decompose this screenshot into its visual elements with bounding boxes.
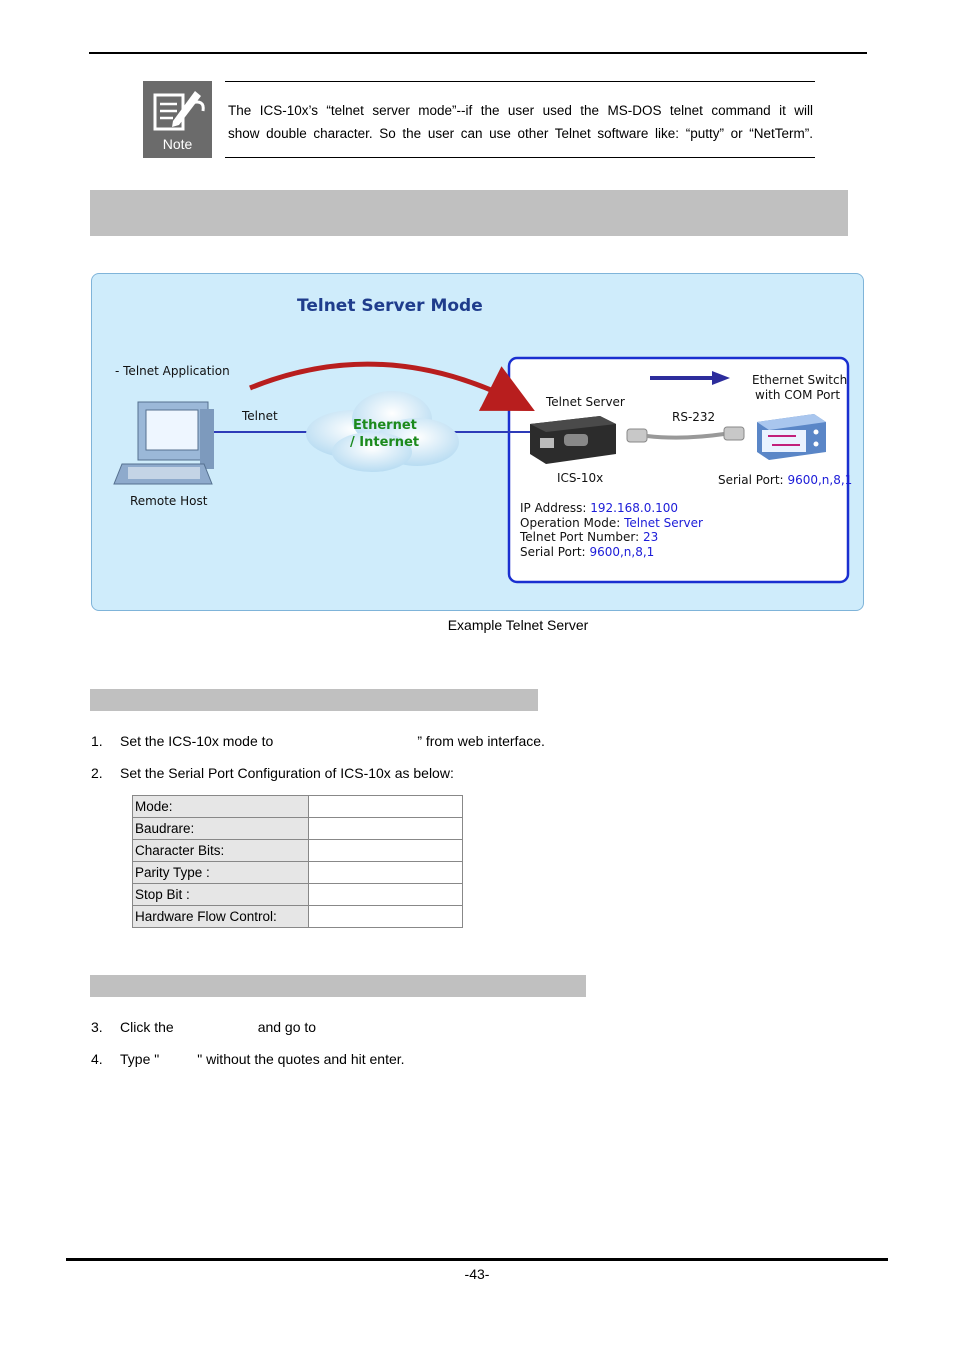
step-2-number: 2. xyxy=(91,765,103,781)
serial-config-table xyxy=(132,795,463,928)
diagram-graphics xyxy=(92,274,863,610)
info-ip-value: 192.168.0.100 xyxy=(590,501,679,515)
table-key: Mode: xyxy=(133,796,309,818)
info-mode-label: Operation Mode: xyxy=(520,516,621,530)
table-row xyxy=(133,906,463,928)
rs232-label: RS-232 xyxy=(672,410,716,424)
table-value xyxy=(309,906,463,928)
info-ip xyxy=(520,501,678,515)
switch-label-line1: Ethernet Switch xyxy=(752,373,848,387)
table-key: Baudrare: xyxy=(133,818,309,840)
switch-serial-port xyxy=(718,473,852,487)
table-row xyxy=(133,818,463,840)
table-key: Stop Bit : xyxy=(133,884,309,906)
subsection-bar-1 xyxy=(90,689,538,711)
info-port-value: 23 xyxy=(642,530,659,544)
note-rule-bottom xyxy=(225,157,815,158)
note-line-2: show double character. So the user can use other Telnet software like: “putty” or “NetTerm”. xyxy=(228,126,813,141)
section-heading-bar xyxy=(90,190,848,236)
info-serial xyxy=(520,545,654,559)
table-value xyxy=(309,884,463,906)
step-1-text-b: ” from web interface. xyxy=(417,733,545,749)
table-key: Character Bits: xyxy=(133,840,309,862)
table-value xyxy=(309,796,463,818)
page-number: -43- xyxy=(464,1266,490,1282)
step-3-text-a: Click the xyxy=(120,1019,174,1035)
table-key: Parity Type : xyxy=(133,862,309,884)
step-2 xyxy=(91,765,454,781)
switch-serial-port-value: 9600,n,8,1 xyxy=(787,473,853,487)
telnet-server-diagram xyxy=(91,273,864,611)
note-rule-top xyxy=(225,81,815,82)
info-ip-label: IP Address: xyxy=(520,501,587,515)
step-4-number: 4. xyxy=(91,1051,103,1067)
step-3-text-b: and go to xyxy=(257,1019,317,1035)
step-1-text-a: Set the ICS-10x mode to xyxy=(120,733,274,749)
figure-caption: Example Telnet Server xyxy=(447,617,589,633)
table-row xyxy=(133,796,463,818)
footer-rule xyxy=(66,1258,888,1261)
table-row xyxy=(133,840,463,862)
table-row xyxy=(133,884,463,906)
step-1-number: 1. xyxy=(91,733,103,749)
device-name-label: ICS-10x xyxy=(557,471,604,485)
table-value xyxy=(309,862,463,884)
info-port xyxy=(520,530,658,544)
table-row xyxy=(133,862,463,884)
header-rule xyxy=(89,52,867,54)
cloud-label-line2: / Internet xyxy=(350,435,420,450)
info-mode xyxy=(520,516,703,530)
note-line-1: The ICS-10x’s “telnet server mode”--if the user used the MS-DOS telnet command it will xyxy=(228,103,813,118)
diagram-title: Telnet Server Mode xyxy=(297,296,483,316)
step-4-text-a: Type " xyxy=(120,1051,160,1067)
step-4-text-b: " without the quotes and hit enter. xyxy=(197,1051,405,1067)
telnet-server-label: Telnet Server xyxy=(546,395,625,409)
step-2-text: Set the Serial Port Configuration of ICS-10x as below: xyxy=(120,765,454,781)
telnet-link-label: Telnet xyxy=(242,409,278,423)
info-port-label: Telnet Port Number: xyxy=(520,530,640,544)
cloud-label-line1: Ethernet xyxy=(353,418,417,433)
note-icon xyxy=(143,81,212,158)
table-value xyxy=(309,840,463,862)
info-serial-value: 9600,n,8,1 xyxy=(589,545,655,559)
step-1 xyxy=(91,733,545,749)
switch-serial-port-label: Serial Port: xyxy=(718,473,784,487)
step-3 xyxy=(91,1019,316,1035)
remote-host-label: Remote Host xyxy=(130,494,208,508)
computer-icon xyxy=(114,402,214,484)
step-4 xyxy=(91,1051,405,1067)
telnet-app-label: - Telnet Application xyxy=(115,364,230,378)
info-mode-value: Telnet Server xyxy=(624,516,703,530)
note-text xyxy=(228,99,813,145)
subsection-bar-2 xyxy=(90,975,586,997)
table-key: Hardware Flow Control: xyxy=(133,906,309,928)
step-3-number: 3. xyxy=(91,1019,103,1035)
info-serial-label: Serial Port: xyxy=(520,545,586,559)
switch-label-line2: with COM Port xyxy=(755,388,841,402)
ethernet-switch-icon xyxy=(757,414,826,460)
note-label: Note xyxy=(162,136,193,152)
table-value xyxy=(309,818,463,840)
